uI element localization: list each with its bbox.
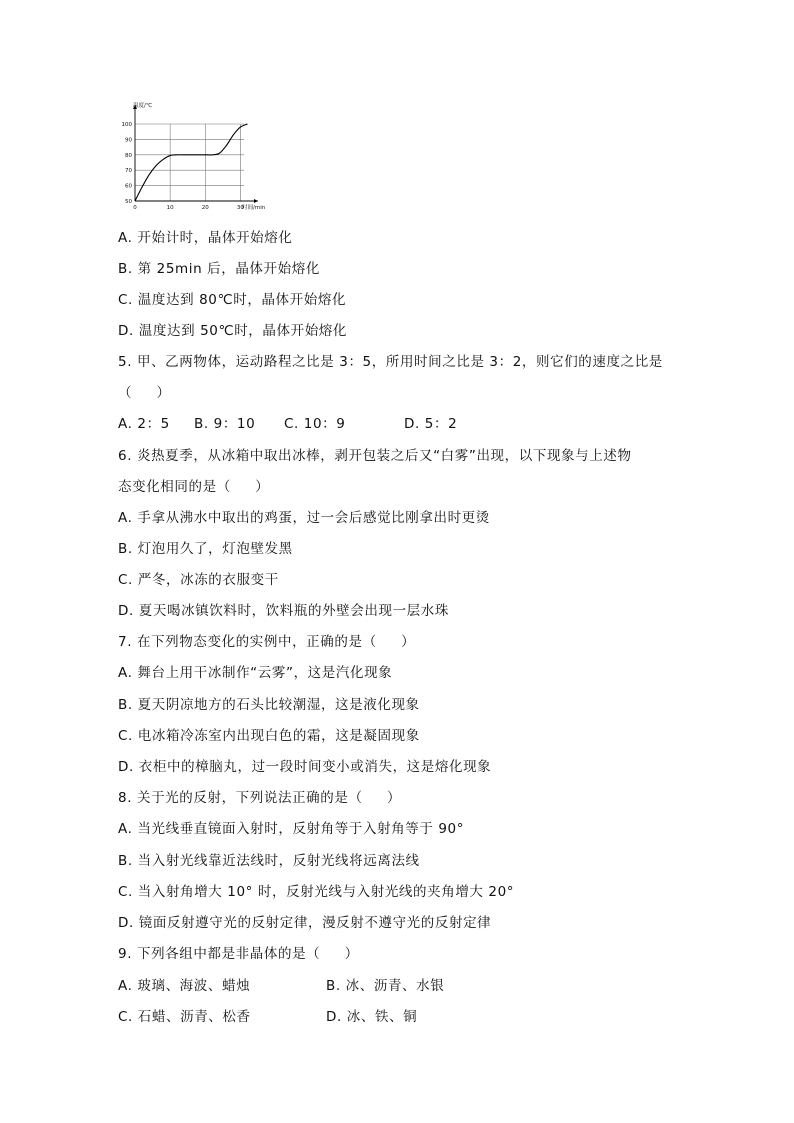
y-tick-label: 80 (125, 152, 132, 159)
q6-option-a: A. 手拿从沸水中取出的鸡蛋，过一会后感觉比刚拿出时更烫 (118, 510, 490, 526)
q4-option-b: B. 第 25min 后，晶体开始熔化 (118, 261, 320, 277)
q8-option-d: D. 镜面反射遵守光的反射定律，漫反射不遵守光的反射定律 (118, 915, 492, 931)
q4-option-a: A. 开始计时，晶体开始熔化 (118, 230, 293, 246)
chart-svg (118, 98, 268, 214)
q5-option-b: B. 9：10 (194, 416, 256, 432)
q7-option-a: A. 舞台上用干冰制作“云雾”，这是汽化现象 (118, 665, 393, 681)
x-tick-label: 30 (236, 205, 244, 211)
y-axis-label: 温度/℃ (133, 103, 153, 109)
x-tick-label: 20 (201, 205, 209, 211)
q7-option-c: C. 电冰箱冷冻室内出现白色的霜，这是凝固现象 (118, 728, 420, 744)
q8-option-b: B. 当入射光线靠近法线时，反射光线将远离法线 (118, 853, 420, 869)
q6-option-c: C. 严冬，冰冻的衣服变干 (118, 572, 279, 588)
q8-option-a: A. 当光线垂直镜面入射时，反射角等于入射角等于 90° (118, 821, 465, 837)
q4-option-d: D. 温度达到 50℃时，晶体开始熔化 (118, 323, 348, 339)
q6-stem-line2: 态变化相同的是（ ） (118, 479, 270, 495)
x-axis-arrow (254, 199, 258, 203)
q5-option-c: C. 10：9 (284, 416, 346, 432)
y-tick-label: 50 (125, 199, 132, 205)
q6-stem-line1: 6. 炎热夏季，从冰箱中取出冰棒，剥开包装之后又“白雾”出现，以下现象与上述物 (118, 448, 632, 464)
q6-option-b: B. 灯泡用久了，灯泡壁发黑 (118, 541, 293, 557)
q9-option-a: A. 玻璃、海波、蜡烛 (118, 978, 251, 994)
y-tick-label: 70 (125, 168, 132, 175)
y-tick-label: 100 (121, 122, 132, 128)
x-tick-label: 10 (166, 205, 174, 211)
q5-stem-blank: （ ） (118, 385, 171, 401)
q9-option-d: D. 冰、铁、铜 (326, 1009, 418, 1025)
q5-option-a: A. 2：5 (118, 416, 170, 432)
q5-option-d: D. 5：2 (404, 416, 458, 432)
q7-option-b: B. 夏天阴凉地方的石头比较潮湿，这是液化现象 (118, 697, 420, 713)
q9-option-b: B. 冰、沥青、水银 (326, 978, 445, 994)
q9-stem: 9. 下列各组中都是非晶体的是（ ） (118, 946, 359, 962)
temperature-time-chart (118, 98, 268, 214)
q8-stem: 8. 关于光的反射，下列说法正确的是（ ） (118, 790, 402, 806)
temperature-curve (135, 124, 247, 201)
y-tick-label: 60 (125, 183, 132, 190)
q9-option-c: C. 石蜡、沥青、松香 (118, 1009, 251, 1025)
q7-option-d: D. 衣柜中的樟脑丸，过一段时间变小或消失，这是熔化现象 (118, 759, 492, 775)
q7-stem: 7. 在下列物态变化的实例中，正确的是（ ） (118, 634, 416, 650)
x-tick-label: 0 (133, 205, 137, 211)
y-tick-label: 90 (125, 137, 132, 144)
q4-option-c: C. 温度达到 80℃时，晶体开始熔化 (118, 292, 347, 308)
x-axis-label: 时间/min (242, 205, 266, 211)
q5-stem: 5. 甲、乙两物体，运动路程之比是 3：5，所用时间之比是 3：2，则它们的速度之比是 (118, 354, 663, 370)
q6-option-d: D. 夏天喝冰镇饮料时，饮料瓶的外壁会出现一层水珠 (118, 603, 449, 619)
q8-option-c: C. 当入射角增大 10° 时，反射光线与入射光线的夹角增大 20° (118, 884, 515, 900)
